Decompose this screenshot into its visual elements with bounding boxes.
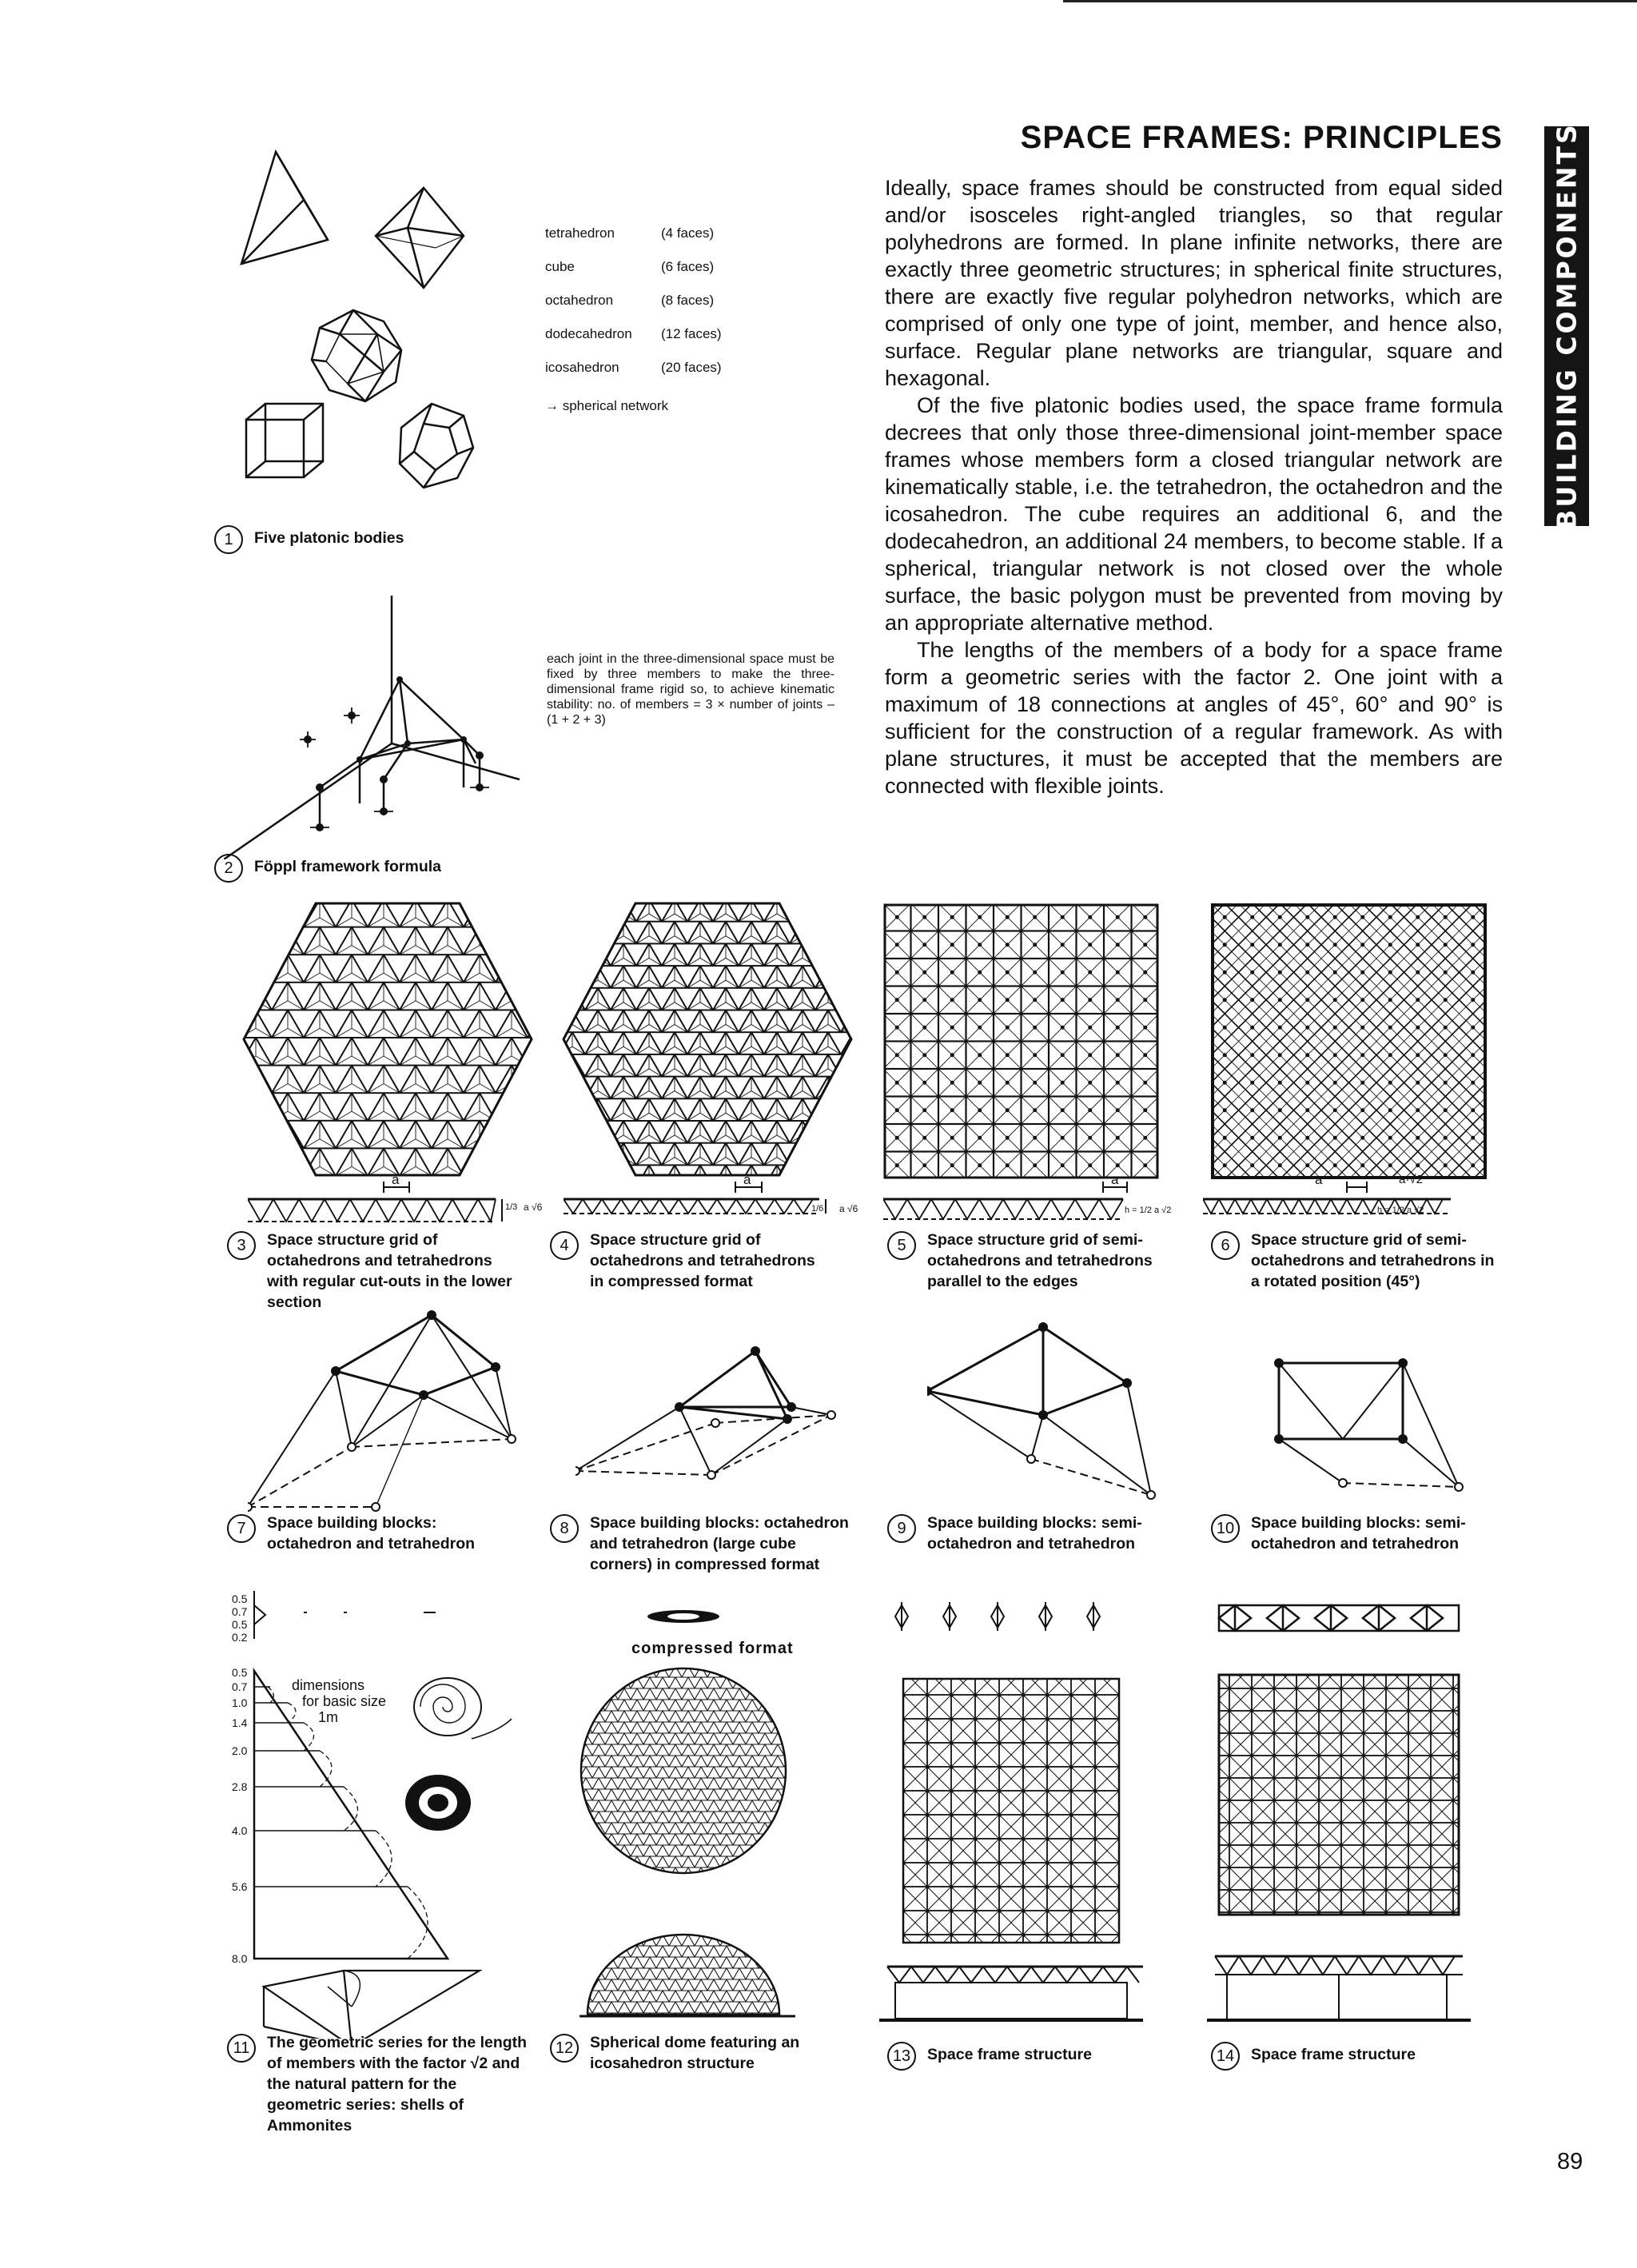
caption-14: 14 Space frame structure (1211, 2040, 1495, 2071)
octahedron-drawing (376, 188, 464, 288)
foppl-figure (224, 596, 544, 859)
caption-7: 7 Space building blocks: octahedron and tetrahedron (227, 1513, 523, 1554)
hexagonal-grid-figure-4 (560, 899, 855, 1179)
paragraph-3: The lengths of the members of a body for a space frame form a geometric series with the factor 2. One joint with a maximum of 18 connections at angles of 45°, 60° and 90° is sufficient for the construction of a regular framework. As with plane structures, it must be accepted that the members are connected with flexible joints. (885, 638, 1503, 798)
a-sqrt6-label-b: a √6 (839, 1203, 858, 1214)
page-number: 89 (1557, 2149, 1583, 2174)
compressed-strip (647, 1610, 719, 1623)
ammonite-icon (414, 1678, 512, 1739)
h-label-5: h = 1/2 a √2 (1125, 1206, 1172, 1215)
elevation-strip-3 (248, 1172, 543, 1231)
scale-0: 0.5 (232, 1666, 248, 1679)
caption-12: 12 Spherical dome featuring an icosahedron structure (550, 2032, 854, 2074)
a-label-6: a (1315, 1172, 1323, 1187)
caption-5: 5 Space structure grid of semi-octahedrons and tetrahedrons parallel to the edges (887, 1230, 1195, 1292)
section-tab (1544, 122, 1589, 530)
scale-6: 4.0 (232, 1824, 248, 1837)
building-block-figure-10 (1267, 1355, 1467, 1495)
page-title: SPACE FRAMES: PRINCIPLES (1020, 120, 1503, 155)
paragraph-1: Ideally, space frames should be constructed from equal sided and/or isosceles right-angled triangles, so that regular polyhedrons are formed. In plane infinite networks, there are exactly three geometric structures; in spherical finite structures, there are exactly five regular polyhedron networks, which are comprised of only one type of joint, member, and hence also, surface. Regular plane networks are triangular, square and hexagonal. (885, 176, 1503, 390)
scale-top-3: 0.2 (232, 1631, 248, 1644)
scale-8: 8.0 (232, 1952, 248, 1965)
polyhedron-row: tetrahedron (4 faces) (545, 225, 715, 241)
spherical-dome-figure (580, 1599, 803, 2031)
elevation-strip-6 (1203, 1172, 1475, 1231)
hexagonal-grid-figure-3 (240, 899, 536, 1179)
caption-11: 11 The geometric series for the length of members with the factor √2 and the natural pattern for the geometric series: shells of Ammonites (227, 2032, 531, 2136)
caption-2: 2 Föppl framework formula (214, 852, 614, 883)
a-label-3: a (392, 1172, 400, 1187)
compressed-format-label: compressed format (631, 1640, 794, 1657)
spherical-network-note: → spherical network (545, 398, 669, 413)
elevation-strip-4 (564, 1172, 858, 1231)
caption-9: 9 Space building blocks: semi-octahedron and tetrahedron (887, 1513, 1195, 1554)
third-label: 1/3 (505, 1202, 518, 1212)
square-grid-figure-5 (883, 903, 1159, 1179)
scale-top-1: 0.7 (232, 1605, 248, 1618)
cube-drawing (246, 404, 323, 477)
top-rule (1063, 0, 1637, 2)
one-m-label: 1m (318, 1709, 339, 1725)
caption-3: 3 Space structure grid of octahedrons and tetrahedrons with regular cut-outs in the lower section (227, 1230, 523, 1313)
paragraph-2: Of the five platonic bodies used, the space frame formula decrees that only those three-dimensional joint-member space frames whose members form a closed triangular network are kinematically stable, i.e. the tetrahedron, the octahedron and the icosahedron. The cube requires an additional 6, and the dodecahedron, an additional 24 members, to become stable. If a spherical, triangular network is not closed over the whole surface, the basic polygon must be prevented from moving by an appropriate alternative method. (885, 393, 1503, 635)
sixth-label: 1/6 (811, 1204, 824, 1214)
h-label-6: h = 1/2 a √2 (1377, 1206, 1424, 1215)
caption-8: 8 Space building blocks: octahedron and tetrahedron (large cube corners) in compressed format (550, 1513, 854, 1575)
dimensions-label: dimensions (292, 1677, 365, 1693)
elevation-strip-5 (883, 1172, 1172, 1231)
building-block-figure-7 (248, 1303, 528, 1515)
a-label-4: a (743, 1172, 751, 1187)
polyhedron-row: icosahedron (20 faces) (545, 360, 722, 375)
geometric-series-figure (232, 1591, 536, 2039)
polyhedron-row: dodecahedron (12 faces) (545, 326, 722, 341)
icosahedron-drawing (312, 310, 401, 401)
a-sqrt2-label: a·√2 (1399, 1173, 1423, 1186)
scale-7: 5.6 (232, 1880, 248, 1893)
a-sqrt6-label: a √6 (524, 1202, 543, 1213)
rotated-grid-figure-6 (1211, 903, 1487, 1179)
caption-4: 4 Space structure grid of octahedrons and tetrahedrons in compressed format (550, 1230, 822, 1292)
ammonite-shell-icon (406, 1776, 470, 1830)
caption-10: 10 Space building blocks: semi-octahedron and tetrahedron (1211, 1513, 1495, 1554)
scale-5: 2.8 (232, 1780, 248, 1793)
for-basic-label: for basic size (302, 1693, 387, 1709)
polyhedron-row: octahedron (8 faces) (545, 293, 715, 308)
building-block-figure-9 (927, 1319, 1159, 1503)
scale-top-2: 0.5 (232, 1618, 248, 1631)
scale-1: 0.7 (232, 1680, 248, 1693)
body-text (885, 174, 1503, 799)
scale-2: 1.0 (232, 1696, 248, 1709)
dodecahedron-drawing (400, 404, 473, 488)
a-label-5: a (1111, 1172, 1119, 1187)
platonic-bodies-figure (232, 144, 496, 520)
scale-3: 1.4 (232, 1716, 248, 1729)
foppl-note: each joint in the three-dimensional space must be fixed by three members to make the three-dimensional frame rigid so, to achieve kinematic stability: no. of members = 3 × number of joints – (1 + 2 + 3) (547, 652, 834, 727)
polyhedra-list (545, 225, 722, 393)
caption-6: 6 Space structure grid of semi-octahedrons and tetrahedrons in a rotated position (45°) (1211, 1230, 1495, 1292)
section-tab-label: BUILDING COMPONENTS (1551, 122, 1583, 530)
space-frame-figure-13 (879, 1599, 1143, 2027)
space-frame-figure-14 (1207, 1599, 1471, 2027)
caption-13: 13 Space frame structure (887, 2040, 1195, 2071)
scale-top-0: 0.5 (232, 1592, 248, 1605)
caption-1: 1 Five platonic bodies (214, 524, 550, 554)
building-block-figure-8 (576, 1343, 839, 1487)
scale-4: 2.0 (232, 1744, 248, 1757)
spiral-prism (264, 1971, 480, 2039)
tetrahedron-drawing (241, 152, 328, 264)
polyhedron-row: cube (6 faces) (545, 259, 715, 274)
